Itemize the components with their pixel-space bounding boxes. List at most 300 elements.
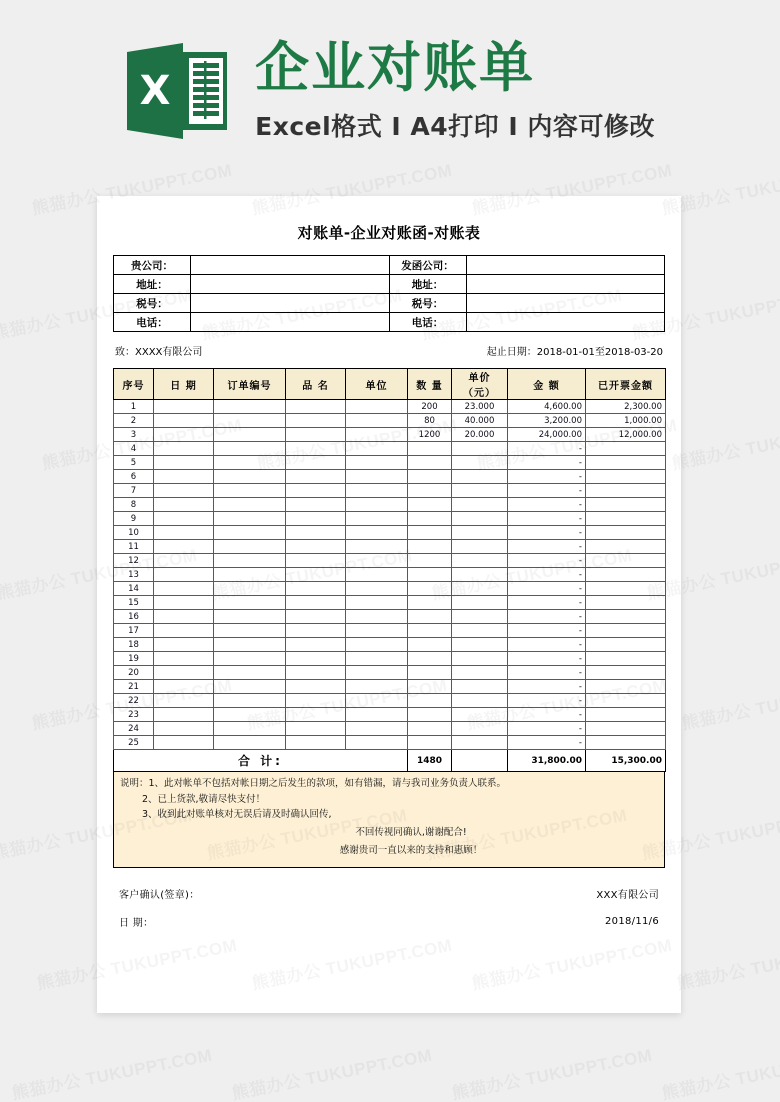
cell-date[interactable]	[154, 680, 214, 694]
cell-item-name[interactable]	[286, 708, 346, 722]
cell-item-name[interactable]	[286, 680, 346, 694]
cell-item-name[interactable]	[286, 736, 346, 750]
cell-unit[interactable]	[346, 470, 408, 484]
cell-date[interactable]	[154, 470, 214, 484]
cell-quantity[interactable]	[408, 456, 452, 470]
row-index: 2	[114, 414, 154, 428]
cell-date[interactable]	[154, 526, 214, 540]
table-row	[114, 484, 666, 498]
cell-order-no[interactable]	[214, 638, 286, 652]
addressee-row	[115, 343, 663, 358]
row-index: 14	[114, 582, 154, 596]
field-your-address[interactable]	[191, 275, 390, 294]
cell-quantity[interactable]	[408, 638, 452, 652]
cell-quantity[interactable]	[408, 722, 452, 736]
row-index: 12	[114, 554, 154, 568]
row-index: 3	[114, 428, 154, 442]
cell-item-name[interactable]	[286, 582, 346, 596]
cell-unit-price[interactable]	[452, 568, 508, 582]
footer-row-date	[119, 914, 659, 929]
field-issuing-address[interactable]	[466, 275, 665, 294]
cell-amount[interactable]: -	[508, 484, 586, 498]
table-row	[114, 554, 666, 568]
cell-item-name[interactable]	[286, 568, 346, 582]
cell-quantity[interactable]	[408, 694, 452, 708]
cell-date[interactable]	[154, 694, 214, 708]
cell-date[interactable]	[154, 498, 214, 512]
customer-confirm-label: 客户确认(签章)：	[119, 890, 200, 902]
cell-invoiced-amount[interactable]	[586, 456, 666, 470]
cell-item-name[interactable]	[286, 554, 346, 568]
table-row	[114, 470, 666, 484]
cell-unit-price[interactable]: 20.000	[452, 428, 508, 442]
label-issuing-address: 地址：	[389, 275, 466, 294]
label-issuing-taxid: 税号：	[389, 294, 466, 313]
cell-amount[interactable]: -	[508, 624, 586, 638]
cell-invoiced-amount[interactable]	[586, 610, 666, 624]
cell-date[interactable]	[154, 484, 214, 498]
cell-amount[interactable]: -	[508, 554, 586, 568]
cell-order-no[interactable]	[214, 470, 286, 484]
field-issuing-taxid[interactable]	[466, 294, 665, 313]
cell-invoiced-amount[interactable]: 12,000.00	[586, 428, 666, 442]
banner-title: 企业对账单	[255, 35, 536, 99]
banner-subtitle: Excel格式 Ⅰ A4打印 Ⅰ 内容可修改	[255, 112, 655, 142]
cell-item-name[interactable]	[286, 652, 346, 666]
cell-quantity[interactable]	[408, 680, 452, 694]
cell-invoiced-amount[interactable]	[586, 736, 666, 750]
cell-order-no[interactable]	[214, 414, 286, 428]
page-title: 对账单-企业对账函-对账表	[297, 224, 481, 242]
cell-quantity[interactable]	[408, 540, 452, 554]
cell-amount[interactable]: -	[508, 526, 586, 540]
table-row	[114, 256, 665, 275]
cell-quantity[interactable]	[408, 652, 452, 666]
cell-unit-price[interactable]	[452, 442, 508, 456]
field-issuing-company[interactable]	[466, 256, 665, 275]
cell-item-name[interactable]	[286, 428, 346, 442]
cell-unit[interactable]	[346, 708, 408, 722]
row-index: 6	[114, 470, 154, 484]
watermark-text	[674, 931, 780, 994]
cell-unit[interactable]	[346, 638, 408, 652]
statement-table-foot	[114, 750, 666, 772]
cell-date[interactable]	[154, 722, 214, 736]
cell-item-name[interactable]	[286, 722, 346, 736]
cell-unit[interactable]	[346, 736, 408, 750]
cell-unit[interactable]	[346, 414, 408, 428]
cell-item-name[interactable]	[286, 694, 346, 708]
cell-invoiced-amount[interactable]	[586, 442, 666, 456]
cell-amount[interactable]: 3,200.00	[508, 414, 586, 428]
cell-date[interactable]	[154, 400, 214, 414]
cell-amount[interactable]: -	[508, 736, 586, 750]
footer-row-confirm	[119, 886, 659, 901]
footer-date-label: 日 期：	[119, 918, 154, 930]
cell-date[interactable]	[154, 442, 214, 456]
col-header-no: 序号	[114, 369, 154, 400]
note-line-2: 2、已上货款,敬请尽快支付！	[142, 793, 266, 805]
cell-unit-price[interactable]	[452, 470, 508, 484]
row-index: 11	[114, 540, 154, 554]
cell-invoiced-amount[interactable]	[586, 596, 666, 610]
col-header-quantity: 数 量	[408, 369, 452, 400]
cell-unit[interactable]	[346, 722, 408, 736]
cell-quantity[interactable]: 1200	[408, 428, 452, 442]
col-header-amount: 金 额	[508, 369, 586, 400]
cell-quantity[interactable]	[408, 582, 452, 596]
cell-item-name[interactable]	[286, 610, 346, 624]
col-header-unit: 单位	[346, 369, 408, 400]
cell-date[interactable]	[154, 512, 214, 526]
date-range-text: 起止日期：2018-01-01至2018-03-20	[486, 347, 663, 358]
table-row	[114, 400, 666, 414]
cell-item-name[interactable]	[286, 596, 346, 610]
cell-invoiced-amount[interactable]: 2,300.00	[586, 400, 666, 414]
cell-invoiced-amount[interactable]	[586, 680, 666, 694]
cell-unit-price[interactable]	[452, 694, 508, 708]
cell-order-no[interactable]	[214, 428, 286, 442]
watermark-text	[449, 1041, 654, 1102]
statement-table-head	[114, 369, 666, 400]
cell-quantity[interactable]	[408, 470, 452, 484]
table-row	[114, 694, 666, 708]
label-your-company: 贵公司：	[114, 256, 191, 275]
table-row	[114, 442, 666, 456]
field-issuing-phone[interactable]	[466, 313, 665, 332]
cell-unit-price[interactable]	[452, 512, 508, 526]
label-issuing-phone: 电话：	[389, 313, 466, 332]
cell-quantity[interactable]	[408, 708, 452, 722]
cell-unit[interactable]	[346, 400, 408, 414]
cell-unit[interactable]	[346, 582, 408, 596]
cell-unit-price[interactable]	[452, 596, 508, 610]
cell-invoiced-amount[interactable]: 1,000.00	[586, 414, 666, 428]
cell-invoiced-amount[interactable]	[586, 526, 666, 540]
cell-item-name[interactable]	[286, 484, 346, 498]
row-index: 8	[114, 498, 154, 512]
cell-invoiced-amount[interactable]	[586, 666, 666, 680]
cell-unit[interactable]	[346, 554, 408, 568]
cell-date[interactable]	[154, 638, 214, 652]
cell-amount[interactable]: -	[508, 470, 586, 484]
row-index: 10	[114, 526, 154, 540]
cell-quantity[interactable]	[408, 484, 452, 498]
note-line-3: 3、收到此对账单核对无误后请及时确认回传,	[142, 809, 332, 821]
cell-unit-price[interactable]	[452, 624, 508, 638]
row-index: 20	[114, 666, 154, 680]
cell-invoiced-amount[interactable]	[586, 498, 666, 512]
row-index: 24	[114, 722, 154, 736]
cell-amount[interactable]: -	[508, 568, 586, 582]
cell-order-no[interactable]	[214, 456, 286, 470]
cell-amount[interactable]: -	[508, 722, 586, 736]
cell-unit-price[interactable]	[452, 484, 508, 498]
cell-unit[interactable]	[346, 652, 408, 666]
cell-quantity[interactable]	[408, 554, 452, 568]
cell-item-name[interactable]	[286, 526, 346, 540]
cell-invoiced-amount[interactable]	[586, 694, 666, 708]
statement-table-body	[114, 400, 666, 750]
cell-amount[interactable]: -	[508, 582, 586, 596]
cell-invoiced-amount[interactable]	[586, 652, 666, 666]
col-header-unit-price: 单价（元）	[452, 369, 508, 400]
cell-quantity[interactable]	[408, 498, 452, 512]
cell-order-no[interactable]	[214, 568, 286, 582]
cell-item-name[interactable]	[286, 512, 346, 526]
cell-date[interactable]	[154, 414, 214, 428]
document-page	[97, 196, 681, 1013]
total-amount: 31,800.00	[508, 750, 586, 772]
cell-unit[interactable]	[346, 666, 408, 680]
total-row	[114, 750, 666, 772]
cell-unit[interactable]	[346, 596, 408, 610]
cell-item-name[interactable]	[286, 470, 346, 484]
cell-unit-price[interactable]	[452, 666, 508, 680]
cell-order-no[interactable]	[214, 442, 286, 456]
col-header-invoiced-amount: 已开票金额	[586, 369, 666, 400]
cell-date[interactable]	[154, 610, 214, 624]
cell-unit[interactable]	[346, 512, 408, 526]
note-line-4: 不回传视同确认,谢谢配合!	[355, 827, 467, 839]
cell-order-no[interactable]	[214, 484, 286, 498]
cell-quantity[interactable]	[408, 666, 452, 680]
cell-amount[interactable]: -	[508, 708, 586, 722]
cell-amount[interactable]: -	[508, 512, 586, 526]
footer-date-value: 2018/11/6	[605, 916, 659, 928]
total-unit-price	[452, 750, 508, 772]
cell-unit[interactable]	[346, 498, 408, 512]
cell-order-no[interactable]	[214, 526, 286, 540]
cell-invoiced-amount[interactable]	[586, 484, 666, 498]
table-row	[114, 568, 666, 582]
row-index: 15	[114, 596, 154, 610]
cell-unit[interactable]	[346, 680, 408, 694]
col-header-date: 日 期	[154, 369, 214, 400]
cell-unit[interactable]	[346, 484, 408, 498]
cell-date[interactable]	[154, 624, 214, 638]
cell-date[interactable]	[154, 596, 214, 610]
cell-amount[interactable]: -	[508, 652, 586, 666]
table-row	[114, 666, 666, 680]
cell-amount[interactable]: -	[508, 694, 586, 708]
cell-unit-price[interactable]	[452, 610, 508, 624]
table-header-row	[114, 369, 666, 400]
row-index: 19	[114, 652, 154, 666]
cell-quantity[interactable]	[408, 526, 452, 540]
cell-item-name[interactable]	[286, 456, 346, 470]
cell-invoiced-amount[interactable]	[586, 582, 666, 596]
label-your-phone: 电话：	[114, 313, 191, 332]
cell-order-no[interactable]	[214, 722, 286, 736]
cell-amount[interactable]: -	[508, 680, 586, 694]
cell-order-no[interactable]	[214, 736, 286, 750]
cell-invoiced-amount[interactable]	[586, 708, 666, 722]
cell-amount[interactable]: -	[508, 540, 586, 554]
row-index: 13	[114, 568, 154, 582]
cell-order-no[interactable]	[214, 400, 286, 414]
cell-unit[interactable]	[346, 526, 408, 540]
field-your-phone[interactable]	[191, 313, 390, 332]
cell-date[interactable]	[154, 652, 214, 666]
cell-amount[interactable]: -	[508, 498, 586, 512]
cell-quantity[interactable]	[408, 596, 452, 610]
table-row	[114, 680, 666, 694]
cell-order-no[interactable]	[214, 680, 286, 694]
addressee-text: 致：XXXX有限公司	[115, 347, 203, 358]
field-your-company[interactable]	[191, 256, 390, 275]
cell-unit-price[interactable]	[452, 554, 508, 568]
row-index: 23	[114, 708, 154, 722]
cell-order-no[interactable]	[214, 610, 286, 624]
row-index: 16	[114, 610, 154, 624]
cell-invoiced-amount[interactable]	[586, 470, 666, 484]
watermark-text	[669, 411, 780, 474]
cell-date[interactable]	[154, 582, 214, 596]
cell-invoiced-amount[interactable]	[586, 554, 666, 568]
cell-order-no[interactable]	[214, 652, 286, 666]
col-header-order-no: 订单编号	[214, 369, 286, 400]
cell-item-name[interactable]	[286, 624, 346, 638]
col-header-item-name: 品 名	[286, 369, 346, 400]
cell-date[interactable]	[154, 554, 214, 568]
cell-amount[interactable]: 24,000.00	[508, 428, 586, 442]
cell-date[interactable]	[154, 736, 214, 750]
table-row	[114, 652, 666, 666]
cell-amount[interactable]: -	[508, 442, 586, 456]
cell-invoiced-amount[interactable]	[586, 568, 666, 582]
cell-invoiced-amount[interactable]	[586, 638, 666, 652]
cell-order-no[interactable]	[214, 498, 286, 512]
table-row	[114, 722, 666, 736]
cell-amount[interactable]: 4,600.00	[508, 400, 586, 414]
cell-item-name[interactable]	[286, 400, 346, 414]
cell-date[interactable]	[154, 456, 214, 470]
table-row	[114, 512, 666, 526]
cell-quantity[interactable]: 200	[408, 400, 452, 414]
cell-unit[interactable]	[346, 442, 408, 456]
cell-date[interactable]	[154, 666, 214, 680]
cell-unit[interactable]	[346, 610, 408, 624]
cell-unit-price[interactable]	[452, 708, 508, 722]
table-row	[114, 540, 666, 554]
row-index: 7	[114, 484, 154, 498]
note-line-5: 感谢贵司一直以来的支持和惠顾！	[339, 844, 483, 856]
cell-quantity[interactable]: 80	[408, 414, 452, 428]
table-row	[114, 638, 666, 652]
table-row	[114, 736, 666, 750]
cell-date[interactable]	[154, 540, 214, 554]
cell-date[interactable]	[154, 708, 214, 722]
row-index: 5	[114, 456, 154, 470]
cell-unit-price[interactable]	[452, 638, 508, 652]
cell-order-no[interactable]	[214, 540, 286, 554]
cell-quantity[interactable]	[408, 736, 452, 750]
signature-footer	[113, 886, 665, 929]
cell-quantity[interactable]	[408, 512, 452, 526]
cell-order-no[interactable]	[214, 694, 286, 708]
cell-order-no[interactable]	[214, 666, 286, 680]
table-row	[114, 428, 666, 442]
cell-unit-price[interactable]	[452, 540, 508, 554]
cell-item-name[interactable]	[286, 666, 346, 680]
table-row	[114, 708, 666, 722]
cell-amount[interactable]: -	[508, 638, 586, 652]
table-row	[114, 456, 666, 470]
cell-unit[interactable]	[346, 624, 408, 638]
cell-item-name[interactable]	[286, 498, 346, 512]
cell-unit-price[interactable]	[452, 526, 508, 540]
cell-unit-price[interactable]	[452, 736, 508, 750]
cell-unit-price[interactable]: 40.000	[452, 414, 508, 428]
cell-amount[interactable]: -	[508, 610, 586, 624]
total-quantity: 1480	[408, 750, 452, 772]
cell-order-no[interactable]	[214, 708, 286, 722]
cell-invoiced-amount[interactable]	[586, 512, 666, 526]
row-index: 1	[114, 400, 154, 414]
svg-text:X: X	[139, 68, 171, 114]
promo-banner	[0, 0, 780, 190]
cell-item-name[interactable]	[286, 540, 346, 554]
cell-amount[interactable]: -	[508, 596, 586, 610]
cell-amount[interactable]: -	[508, 456, 586, 470]
cell-date[interactable]	[154, 568, 214, 582]
field-your-taxid[interactable]	[191, 294, 390, 313]
cell-invoiced-amount[interactable]	[586, 540, 666, 554]
cell-item-name[interactable]	[286, 638, 346, 652]
cell-unit[interactable]	[346, 428, 408, 442]
statement-table	[113, 368, 666, 772]
cell-order-no[interactable]	[214, 624, 286, 638]
row-index: 22	[114, 694, 154, 708]
cell-quantity[interactable]	[408, 568, 452, 582]
cell-unit[interactable]	[346, 456, 408, 470]
cell-unit-price[interactable]	[452, 456, 508, 470]
cell-quantity[interactable]	[408, 624, 452, 638]
cell-unit[interactable]	[346, 540, 408, 554]
cell-date[interactable]	[154, 428, 214, 442]
cell-order-no[interactable]	[214, 512, 286, 526]
cell-unit-price[interactable]	[452, 582, 508, 596]
cell-unit[interactable]	[346, 694, 408, 708]
cell-quantity[interactable]	[408, 442, 452, 456]
cell-invoiced-amount[interactable]	[586, 624, 666, 638]
cell-invoiced-amount[interactable]	[586, 722, 666, 736]
cell-unit-price[interactable]	[452, 652, 508, 666]
cell-order-no[interactable]	[214, 554, 286, 568]
cell-quantity[interactable]	[408, 610, 452, 624]
table-row	[114, 582, 666, 596]
cell-item-name[interactable]	[286, 414, 346, 428]
cell-order-no[interactable]	[214, 596, 286, 610]
excel-logo-icon	[125, 42, 229, 140]
notes-block	[113, 772, 665, 868]
cell-amount[interactable]: -	[508, 666, 586, 680]
cell-unit-price[interactable]: 23.000	[452, 400, 508, 414]
row-index: 9	[114, 512, 154, 526]
cell-unit-price[interactable]	[452, 680, 508, 694]
cell-unit-price[interactable]	[452, 498, 508, 512]
cell-order-no[interactable]	[214, 582, 286, 596]
watermark-text	[659, 1041, 780, 1102]
company-info-table	[113, 255, 665, 332]
row-index: 25	[114, 736, 154, 750]
note-line-1: 说明：1、此对帐单不包括对帐日期之后发生的款项，如有错漏，请与我司业务负责人联系。	[120, 778, 507, 789]
cell-unit[interactable]	[346, 568, 408, 582]
cell-item-name[interactable]	[286, 442, 346, 456]
cell-unit-price[interactable]	[452, 722, 508, 736]
label-issuing-company: 发函公司：	[389, 256, 466, 275]
